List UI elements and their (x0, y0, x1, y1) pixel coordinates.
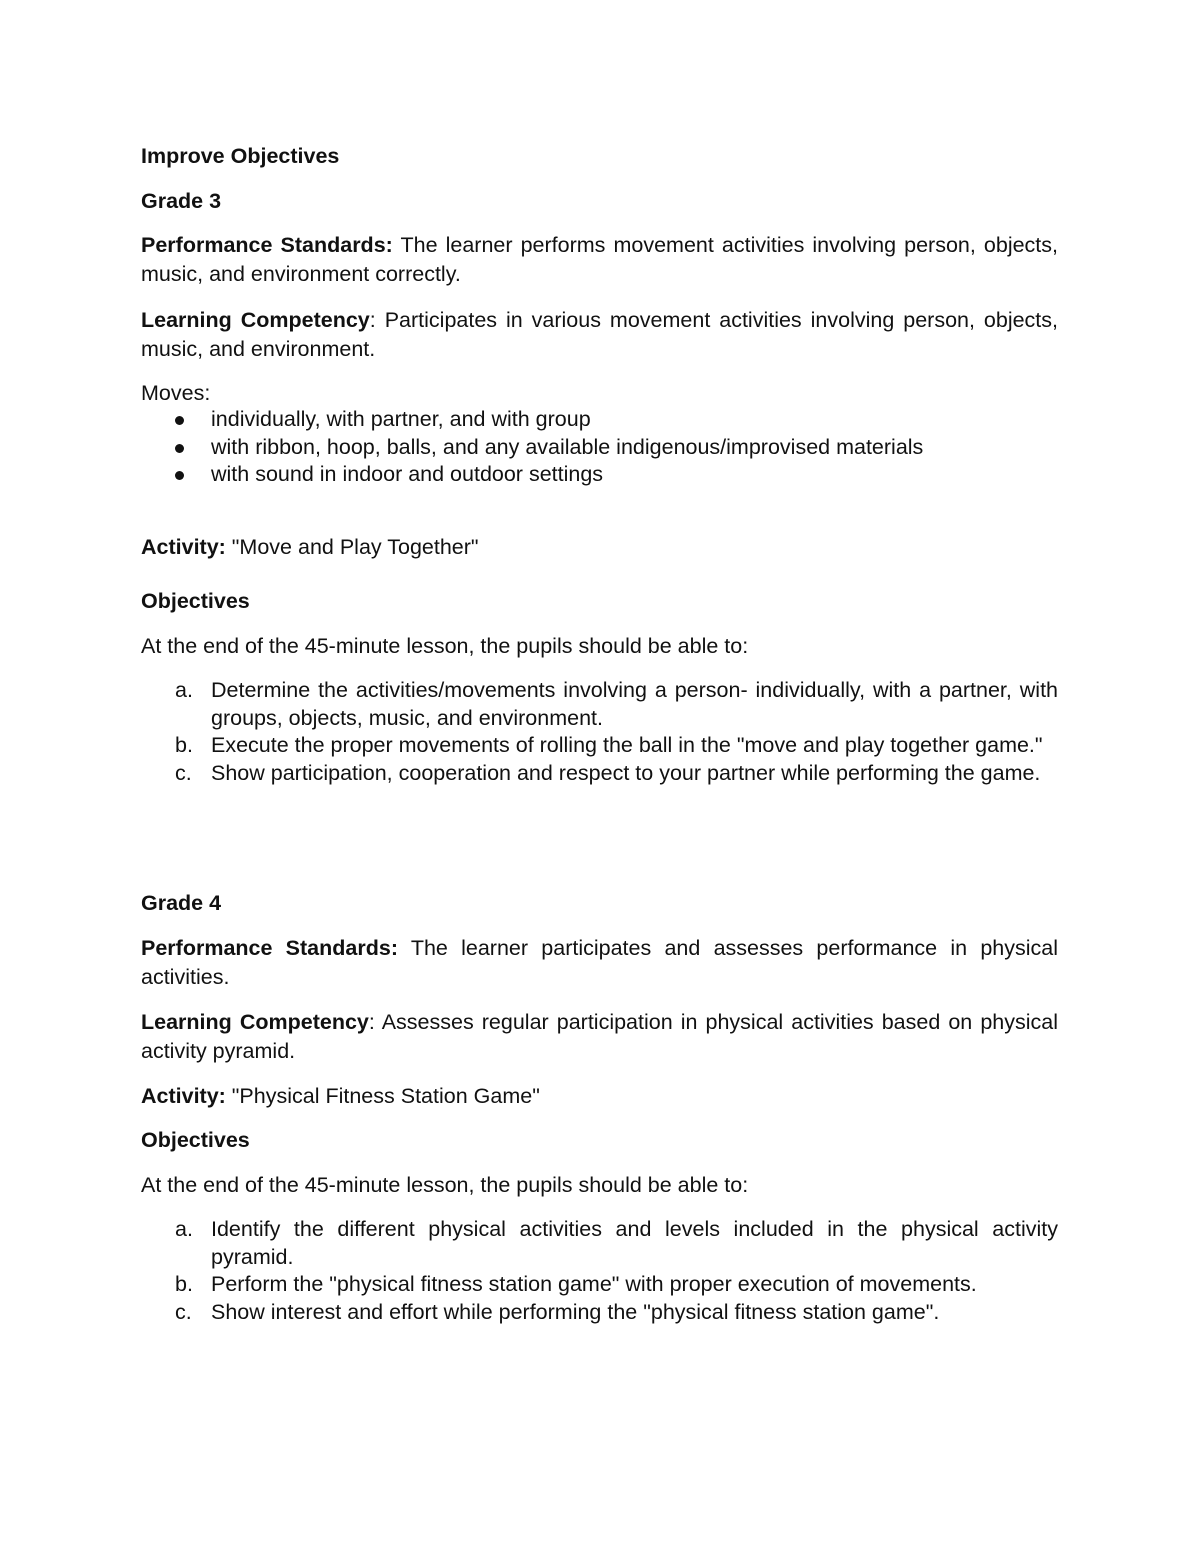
grade3-competency-label: Learning Competency (141, 308, 370, 332)
grade4-performance-label: Performance Standards: (141, 936, 398, 960)
list-item: c. Show participation, cooperation and respect to your partner while performing the game. (175, 760, 1041, 785)
grade3-activity-text: "Move and Play Together" (225, 535, 479, 559)
grade3-objectives-heading: Objectives (141, 589, 250, 613)
bullet-icon (175, 416, 184, 425)
grade4-objectives-intro: At the end of the 45-minute lesson, the pupils should be able to: (141, 1173, 749, 1197)
grade3-performance-text: The learner performs movement activities involving person, objects, music, and environment correctly. (141, 233, 1058, 286)
grade4-learning-competency (141, 1008, 1058, 1066)
grade4-competency-text: : Assesses regular participation in physical activities based on physical activity pyramid. (141, 1010, 1058, 1063)
grade4-objectives-list (141, 1216, 1058, 1326)
grade3-activity (141, 533, 1058, 562)
grade4-activity-label: Activity: (141, 1084, 226, 1108)
bullet-icon (175, 444, 184, 453)
list-item: b. Perform the "physical fitness station game" with proper execution of movements. (175, 1272, 977, 1296)
list-item: b. Execute the proper movements of rolling the ball in the "move and play together game." (175, 733, 1043, 757)
grade4-performance-standards (141, 934, 1058, 992)
list-item: with sound in indoor and outdoor settings (141, 461, 1058, 489)
list-item: a. Determine the activities/movements involving a person- individually, with a partner, with groups, objects, music, and environment. (175, 678, 1058, 730)
grade3-performance-label: Performance Standards: (141, 233, 393, 257)
grade3-competency-text: : Participates in various movement activities involving person, objects, music, and environment. (141, 308, 1058, 361)
list-item: with ribbon, hoop, balls, and any available indigenous/improvised materials (141, 434, 1058, 462)
grade4-performance-text: The learner participates and assesses performance in physical activities. (141, 936, 1058, 989)
grade3-performance-standards (141, 231, 1058, 289)
grade3-heading: Grade 3 (141, 189, 222, 213)
grade3-activity-label: Activity: (141, 535, 226, 559)
grade3-learning-competency (141, 306, 1058, 364)
document-title: Improve Objectives (141, 144, 340, 168)
list-item: individually, with partner, and with group (141, 406, 1058, 434)
bullet-icon (175, 471, 184, 480)
grade4-competency-label: Learning Competency (141, 1010, 369, 1034)
grade3-objectives-list (141, 677, 1058, 787)
grade4-activity (141, 1082, 1058, 1111)
grade3-moves-label: Moves: (141, 381, 211, 405)
grade3-objectives-intro: At the end of the 45-minute lesson, the pupils should be able to: (141, 634, 749, 658)
grade4-activity-text: "Physical Fitness Station Game" (225, 1084, 540, 1108)
grade4-objectives-heading: Objectives (141, 1128, 250, 1152)
list-item: a. Identify the different physical activities and levels included in the physical activity pyramid. (175, 1217, 1058, 1269)
list-item: c. Show interest and effort while performing the "physical fitness station game". (175, 1299, 940, 1324)
grade3-moves-list (141, 406, 1058, 489)
grade4-heading: Grade 4 (141, 891, 222, 915)
